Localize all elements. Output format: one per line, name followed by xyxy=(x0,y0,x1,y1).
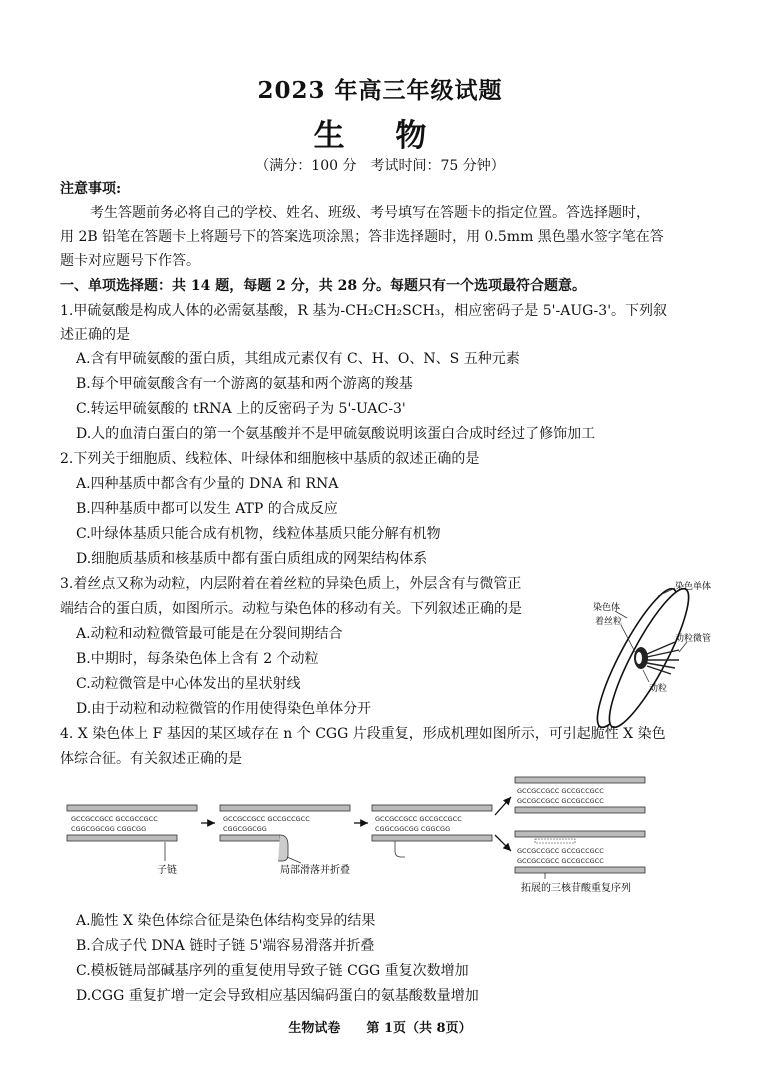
svg-text:GCCGCCGCC GCCGCCGCC: GCCGCCGCC GCCGCCGCC xyxy=(517,787,604,795)
svg-text:GCCGCCGCC GCCGCCGCC: GCCGCCGCC GCCGCCGCC xyxy=(71,815,158,823)
svg-text:GCCGCCGCC GCCGCCGCC: GCCGCCGCC GCCGCCGCC xyxy=(517,797,604,805)
label-kinetochore: 动粒 xyxy=(649,684,668,694)
svg-text:GCCGCCGCC GCCGCCGCC: GCCGCCGCC GCCGCCGCC xyxy=(223,815,310,823)
svg-text:CGGCGGCGG CGGCGG: CGGCGGCGG CGGCGG xyxy=(71,825,147,833)
q4-stem: 4. X 染色体上 F 基因的某区域存在 n 个 CGG 片段重复，形成机理如图所示，可引起脆性 X 染色 xyxy=(60,726,666,742)
q2-option-d: D.细胞质基质和核基质中都有蛋白质组成的网架结构体系 xyxy=(76,551,428,567)
notice-line: 考生答题前务必将自己的学校、姓名、班级、考号填写在答题卡的指定位置。答选择题时， xyxy=(90,205,650,221)
panel-1 xyxy=(67,805,197,876)
q1-option-b: B.每个甲硫氨酸含有一个游离的氨基和两个游离的羧基 xyxy=(76,376,413,392)
page-footer: 生物试卷 第 1页（共 8页） xyxy=(288,1021,472,1036)
q4-option-d: D.CGG 重复扩增一定会导致相应基因编码蛋白的氨基酸数量增加 xyxy=(76,988,479,1004)
svg-text:GCCGCCGCC GCCGCCGCC: GCCGCCGCC GCCGCCGCC xyxy=(375,815,462,823)
label-slip-fold: 局部滑落并折叠 xyxy=(280,865,350,876)
panel-4-bottom xyxy=(515,831,645,894)
q3-option-b: B.中期时，每条染色体上含有 2 个动粒 xyxy=(76,651,319,667)
notice-line: 用 2B 铅笔在答题卡上将题号下的答案选项涂黑；答非选择题时，用 0.5mm 黑色墨水签字笔在答 xyxy=(60,229,664,245)
svg-text:CGGCGGCGG CGGCGG: CGGCGGCGG CGGCGG xyxy=(375,825,451,833)
notice-heading: 注意事项: xyxy=(60,181,122,197)
label-chromosome: 染色体 xyxy=(593,603,621,613)
replication-slippage-figure xyxy=(65,775,685,895)
q3-option-a: A.动粒和动粒微管最可能是在分裂间期结合 xyxy=(76,626,343,642)
exam-title: 2023 年高三年级试题 xyxy=(257,77,503,104)
label-daughter-strand: 子链 xyxy=(157,865,177,876)
q1-option-d: D.人的血清白蛋白的第一个氨基酸并不是甲硫氨酸说明该蛋白合成时经过了修饰加工 xyxy=(76,426,596,442)
svg-text:GCCGCCGCC GCCGCCGCC: GCCGCCGCC GCCGCCGCC xyxy=(517,857,604,865)
q4-option-c: C.模板链局部碱基序列的重复使用导致子链 CGG 重复次数增加 xyxy=(76,963,469,979)
q1-option-a: A.含有甲硫氨酸的蛋白质，其组成元素仅有 C、H、O、N、S 五种元素 xyxy=(76,351,520,367)
q3-option-c: C.动粒微管是中心体发出的星状射线 xyxy=(76,676,301,692)
chromosome-figure xyxy=(575,578,725,738)
q1-stem: 述正确的是 xyxy=(60,327,130,343)
q4-option-b: B.合成子代 DNA 链时子链 5'端容易滑落并折叠 xyxy=(76,938,375,954)
subject-title: 生 物 xyxy=(313,118,447,154)
label-extended-seq: 拓展的三核苷酸重复序列 xyxy=(521,883,631,894)
panel-2 xyxy=(220,805,350,876)
q3-stem: 3.着丝点又称为动粒，内层附着在着丝粒的异染色质上，外层含有与微管正 xyxy=(60,576,522,592)
q3-option-d: D.由于动粒和动粒微管的作用使得染色单体分开 xyxy=(76,701,372,717)
section-heading: 一、单项选择题：共 14 题，每题 2 分，共 28 分。每题只有一个选项最符合题意。 xyxy=(60,278,586,294)
exam-info: （满分：100 分 考试时间：75 分钟） xyxy=(255,158,505,174)
panel-3 xyxy=(372,805,492,857)
q2-option-a: A.四种基质中都含有少量的 DNA 和 RNA xyxy=(76,476,339,492)
q4-stem: 体综合征。有关叙述正确的是 xyxy=(60,751,242,767)
label-centromere: 着丝粒 xyxy=(595,617,623,627)
label-microtubule: 动粒微管 xyxy=(675,634,712,644)
q2-stem: 2.下列关于细胞质、线粒体、叶绿体和细胞核中基质的叙述正确的是 xyxy=(60,451,480,467)
q3-stem: 端结合的蛋白质，如图所示。动粒与染色体的移动有关。下列叙述正确的是 xyxy=(60,601,522,617)
svg-text:GCCGCCGCC GCCGCCGCC: GCCGCCGCC GCCGCCGCC xyxy=(517,847,604,855)
notice-line: 题卡对应题号下作答。 xyxy=(60,253,200,269)
svg-text:CGGCGGCGG: CGGCGGCGG xyxy=(223,825,267,833)
q2-option-b: B.四种基质中都可以发生 ATP 的合成反应 xyxy=(76,501,338,517)
q1-stem: 1.甲硫氨酸是构成人体的必需氨基酸，R 基为-CH₂CH₂SCH₃，相应密码子是 5'-AUG-3'。下列叙 xyxy=(60,303,668,319)
label-chromatid: 染色单体 xyxy=(675,582,712,592)
q4-option-a: A.脆性 X 染色体综合征是染色体结构变异的结果 xyxy=(76,913,376,929)
q1-option-c: C.转运甲硫氨酸的 tRNA 上的反密码子为 5'-UAC-3' xyxy=(76,401,406,417)
panel-4-top xyxy=(515,777,645,813)
q2-option-c: C.叶绿体基质只能合成有机物，线粒体基质只能分解有机物 xyxy=(76,526,441,542)
